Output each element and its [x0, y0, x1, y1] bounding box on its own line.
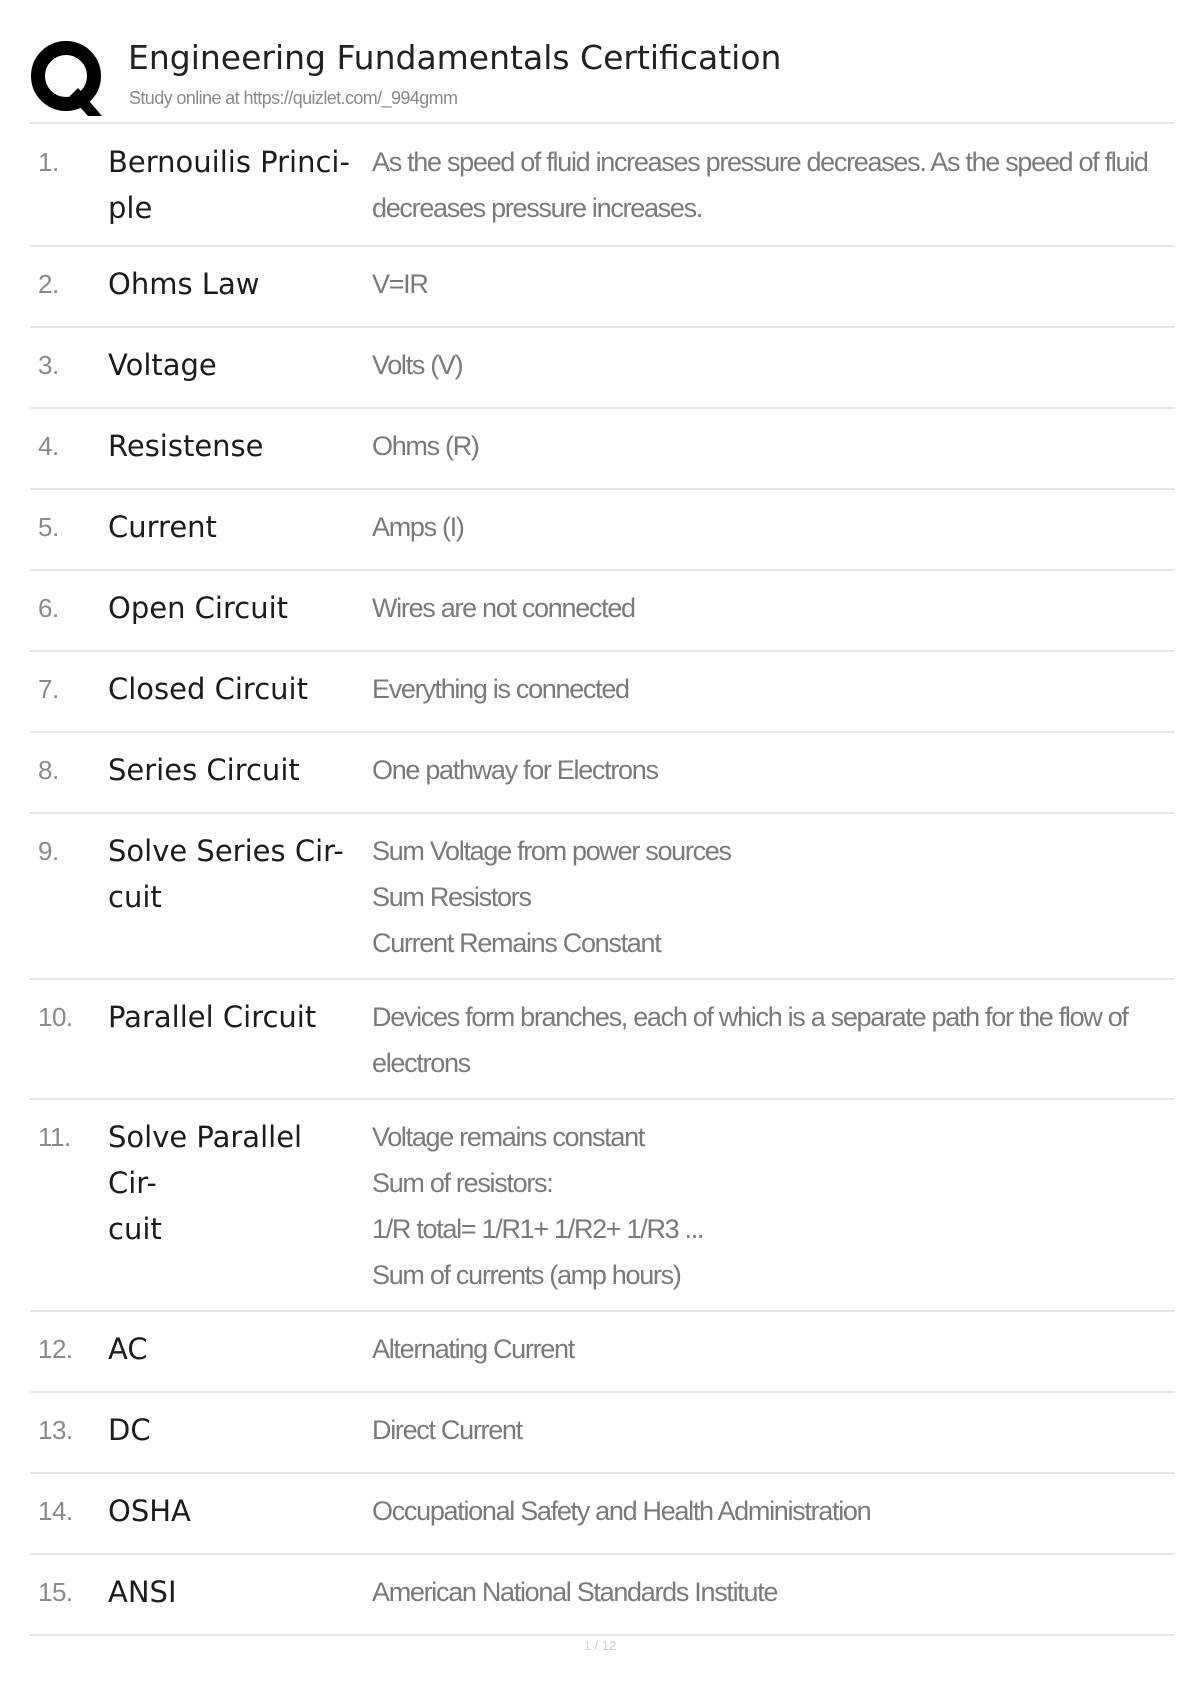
term-name: Open Circuit — [108, 591, 289, 625]
term-definition: Direct Current — [372, 1415, 522, 1445]
term-definition: Amps (I) — [372, 512, 464, 542]
term-definition: Sum Voltage from power sources Sum Resistors Current Remains Constant — [372, 836, 731, 958]
page-number: 1 / 12 — [583, 1638, 617, 1653]
term-number: 6. — [38, 593, 59, 623]
term-number: 11. — [38, 1122, 71, 1152]
term-number: 9. — [38, 836, 59, 866]
term-number: 5. — [38, 512, 59, 542]
term-row — [30, 1312, 1175, 1393]
quizlet-q-logo-icon — [30, 36, 140, 120]
term-definition: As the speed of fluid increases pressure decreases. As the speed of fluid decreases pressure increases. — [372, 147, 1148, 223]
term-row — [30, 980, 1175, 1100]
document-title: Engineering Fundamentals Certification — [128, 38, 782, 77]
term-name: Solve Parallel Cir- cuit — [108, 1120, 303, 1246]
term-number: 1. — [38, 147, 59, 177]
term-name: Resistense — [108, 429, 264, 463]
term-name: Closed Circuit — [108, 672, 308, 706]
document-subtitle: Study online at https://quizlet.com/_994gmm — [129, 88, 458, 108]
term-row — [30, 409, 1175, 490]
term-row — [30, 328, 1175, 409]
term-row — [30, 571, 1175, 652]
term-number: 2. — [38, 269, 59, 299]
term-row — [30, 1393, 1175, 1474]
term-name: Series Circuit — [108, 753, 300, 787]
term-definition: Everything is connected — [372, 674, 629, 704]
term-definition: Voltage remains constant Sum of resistors: 1/R total= 1/R1+ 1/R2+ 1/R3 ... Sum of currents (amp hours) — [372, 1122, 704, 1290]
term-definition: V=IR — [372, 269, 428, 299]
term-definition: Wires are not connected — [372, 593, 635, 623]
term-name: Ohms Law — [108, 267, 260, 301]
term-definition: Alternating Current — [372, 1334, 574, 1364]
term-definition: American National Standards Institute — [372, 1577, 778, 1607]
term-row — [30, 733, 1175, 814]
term-name: Bernouilis Princi- ple — [108, 145, 350, 225]
term-name: Parallel Circuit — [108, 1000, 317, 1034]
term-name: Solve Series Cir- cuit — [108, 834, 344, 914]
term-row — [30, 652, 1175, 733]
term-number: 12. — [38, 1334, 73, 1364]
term-row — [30, 490, 1175, 571]
term-row — [30, 1555, 1175, 1636]
document-header — [30, 34, 1175, 124]
term-number: 7. — [38, 674, 59, 704]
term-definition: One pathway for Electrons — [372, 755, 658, 785]
term-definition: Devices form branches, each of which is a separate path for the flow of electrons — [372, 1002, 1128, 1078]
term-number: 10. — [38, 1002, 73, 1032]
term-name: OSHA — [108, 1494, 191, 1528]
term-number: 8. — [38, 755, 59, 785]
term-number: 13. — [38, 1415, 73, 1445]
term-definition: Volts (V) — [372, 350, 463, 380]
term-name: DC — [108, 1413, 151, 1447]
term-row — [30, 1100, 1175, 1312]
term-number: 3. — [38, 350, 59, 380]
terms-list — [30, 125, 1175, 1636]
term-row — [30, 814, 1175, 980]
term-number: 4. — [38, 431, 59, 461]
term-row — [30, 247, 1175, 328]
term-name: ANSI — [108, 1575, 177, 1609]
term-name: Current — [108, 510, 217, 544]
term-name: AC — [108, 1332, 148, 1366]
term-name: Voltage — [108, 348, 217, 382]
term-number: 14. — [38, 1496, 73, 1526]
term-row — [30, 1474, 1175, 1555]
term-number: 15. — [38, 1577, 73, 1607]
term-definition: Occupational Safety and Health Administration — [372, 1496, 871, 1526]
term-definition: Ohms (R) — [372, 431, 479, 461]
term-row — [30, 125, 1175, 247]
